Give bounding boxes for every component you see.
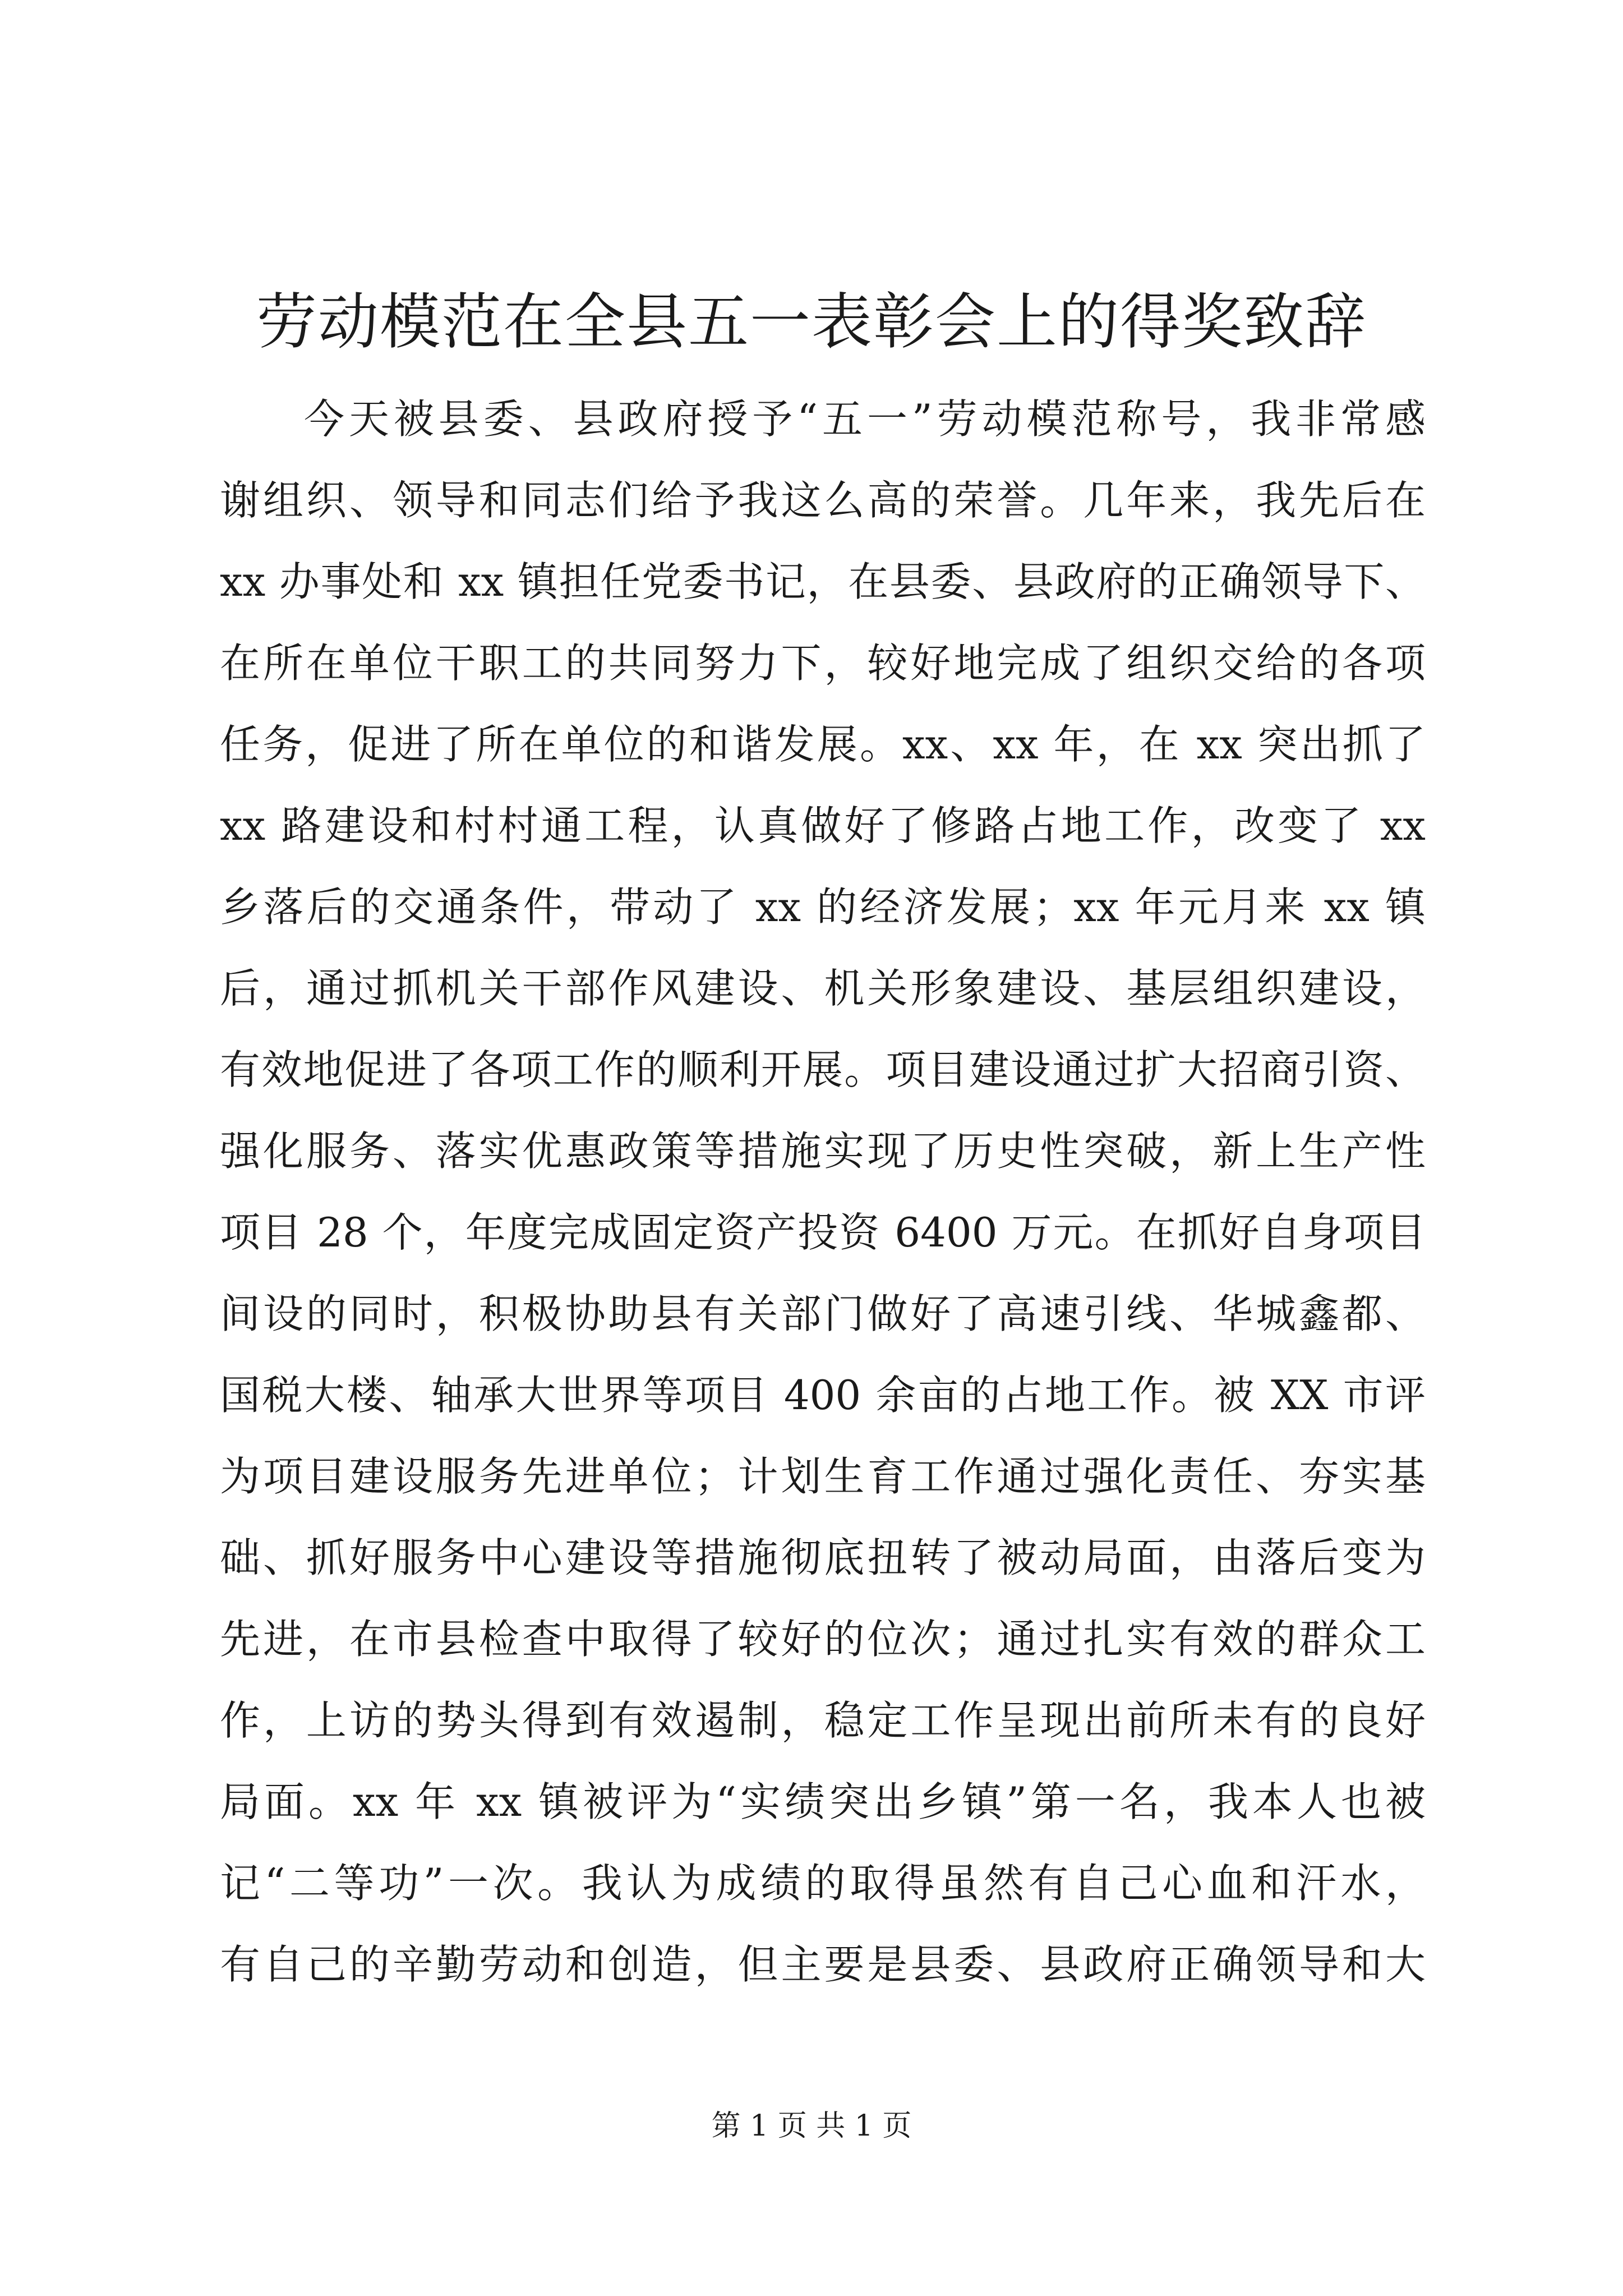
paragraph-line: 乡落后的交通条件，带动了 xx 的经济发展；xx 年元月来 xx 镇 (220, 884, 1426, 931)
paragraph-line: xx 路建设和村村通工程，认真做好了修路占地工作，改变了 xx (220, 802, 1426, 849)
paragraph-line: 强化服务、落实优惠政策等措施实现了历史性突破，新上生产性 (220, 1128, 1426, 1175)
paragraph-line: 作，上访的势头得到有效遏制，稳定工作呈现出前所未有的良好 (220, 1697, 1426, 1744)
paragraph-line: 先进，在市县检查中取得了较好的位次；通过扎实有效的群众工 (220, 1616, 1426, 1663)
page-number-footer: 第 1 页 共 1 页 (711, 2109, 912, 2143)
document-title: 劳动模范在全县五一表彰会上的得奖致辞 (256, 287, 1367, 357)
paragraph-line: 为项目建设服务先进单位；计划生育工作通过强化责任、夯实基 (220, 1453, 1426, 1500)
paragraph-line: 今天被县委、县政府授予“五一”劳动模范称号，我非常感 (304, 395, 1426, 443)
paragraph-line: 记“二等功”一次。我认为成绩的取得虽然有自己心血和汗水， (220, 1860, 1426, 1907)
paragraph-line: 有效地促进了各项工作的顺利开展。项目建设通过扩大招商引资、 (220, 1046, 1426, 1093)
paragraph-line: 础、抓好服务中心建设等措施彻底扭转了被动局面，由落后变为 (220, 1534, 1426, 1581)
paragraph-line: 谢组织、领导和同志们给予我这么高的荣誉。几年来，我先后在 (220, 477, 1426, 524)
paragraph-line: 局面。xx 年 xx 镇被评为“实绩突出乡镇”第一名，我本人也被 (220, 1778, 1426, 1825)
paragraph-line: 任务，促进了所在单位的和谐发展。xx、xx 年，在 xx 突出抓了 (220, 721, 1426, 768)
paragraph-line: xx 办事处和 xx 镇担任党委书记，在县委、县政府的正确领导下、 (220, 558, 1426, 605)
paragraph-line: 国税大楼、轴承大世界等项目 400 余亩的占地工作。被 XX 市评 (220, 1372, 1426, 1419)
document-body (220, 379, 1426, 2005)
paragraph-line: 在所在单位干职工的共同努力下，较好地完成了组织交给的各项 (220, 639, 1426, 687)
paragraph-line: 间设的同时，积极协助县有关部门做好了高速引线、华城鑫都、 (220, 1290, 1426, 1337)
paragraph-line: 项目 28 个，年度完成固定资产投资 6400 万元。在抓好自身项目 (220, 1209, 1426, 1256)
paragraph-line: 后，通过抓机关干部作风建设、机关形象建设、基层组织建设， (220, 965, 1426, 1012)
paragraph-line: 有自己的辛勤劳动和创造，但主要是县委、县政府正确领导和大 (220, 1941, 1426, 1988)
